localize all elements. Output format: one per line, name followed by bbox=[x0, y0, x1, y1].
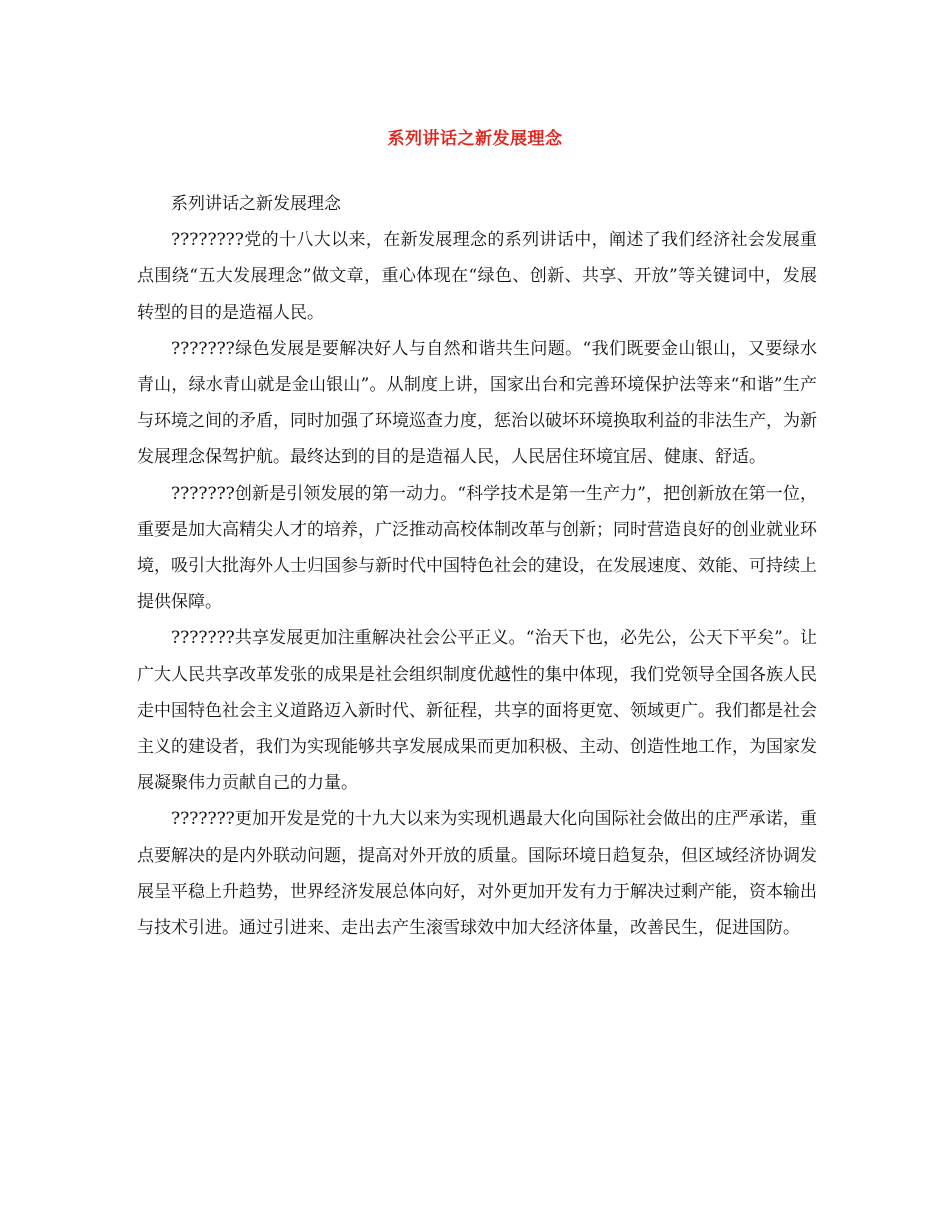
paragraph: ???????共享发展更加注重解决社会公平正义。“治天下也，必先公，公天下平矣”。让广大人民共享改革发张的成果是社会组织制度优越性的集中体现，我们党领导全国各族人民走中国特色社会主义道路迈入新时代、新征程，共享的面将更宽、领域更广。我们都是社会主义的建设者，我们为实现能够共享发展成果而更加积极、主动、创造性地工作，为国家发展凝聚伟力贡献自己的力量。 bbox=[137, 628, 817, 794]
document-body bbox=[137, 186, 817, 946]
paragraph: ????????党的十八大以来，在新发展理念的系列讲话中，阐述了我们经济社会发展重点围绕“五大发展理念”做文章，重心体现在“绿色、创新、共享、开放”等关键词中，发展转型的目的是造福人民。 bbox=[137, 230, 817, 323]
paragraph: 系列讲话之新发展理念 bbox=[171, 194, 341, 214]
document-title: 系列讲话之新发展理念 bbox=[387, 129, 563, 149]
paragraph: ???????绿色发展是要解决好人与自然和谐共生问题。“我们既要金山银山，又要绿水青山，绿水青山就是金山银山”。从制度上讲，国家出台和完善环境保护法等来“和谐”生产与环境之间的矛盾，同时加强了环境巡查力度，惩治以破坏环境换取利益的非法生产，为新发展理念保驾护航。最终达到的目的是造福人民，人民居住环境宜居、健康、舒适。 bbox=[137, 338, 817, 468]
paragraph: ???????更加开发是党的十九大以来为实现机遇最大化向国际社会做出的庄严承诺，重点要解决的是内外联动问题，提高对外开放的质量。国际环境日趋复杂，但区域经济协调发展呈平稳上升趋势，世界经济发展总体向好，对外更加开发有力于解决过剩产能，资本输出与技术引进。通过引进来、走出去产生滚雪球效中加大经济体量，改善民生，促进国防。 bbox=[137, 809, 817, 939]
paragraph: ???????创新是引领发展的第一动力。“科学技术是第一生产力”，把创新放在第一位，重要是加大高精尖人才的培养，广泛推动高校体制改革与创新；同时营造良好的创业就业环境，吸引大批海外人士归国参与新时代中国特色社会的建设，在发展速度、效能、可持续上提供保障。 bbox=[137, 483, 817, 613]
